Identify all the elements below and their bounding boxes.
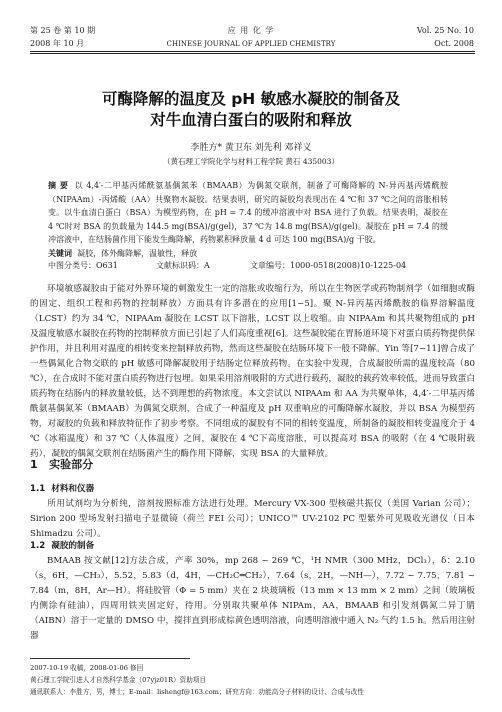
subsection-title: 凝胶的制备 <box>51 541 95 551</box>
article-number-label: 文章编号： <box>250 261 290 270</box>
materials-text: 所用试剂均为分析纯，溶剂按照标准方法进行处理。Mercury VX-300 型核磁共振仪（美国 Varian 公司）；Sirion 200 型场发射扫描电子显微镜（荷兰 FEI 公司）；UNICO™ UV-2102 PC 型紫外可见吸收光谱仪（日本 Shimadzu 公司）。 <box>30 499 475 539</box>
keywords-text: 凝胶，体外酶降解，温敏性，释放 <box>77 249 198 258</box>
intro-text: 环境敏感凝胶由于能对外界环境的刺激发生一定的溶胀或收缩行为，所以在生物医学或药物制剂学（如细胞或酶的固定、组织工程和药物的控制释放）方面具有许多潜在的应用[1~5]。聚 N-异丙基丙烯酰胺的临界溶解温度（LCST）约为 34 ℃，NIPAAm 凝胶在 LCST 以下溶胀，LCST 以上收缩。由 NIPAAm 和其共聚物组成的 pH 及温度敏感水凝胶在药物的控制释放方面已引起了人们高度重视[6]。这些凝胶能在胃肠道环境下对蛋白质药物提供保护作用，并且利用对温度的相转变来控制释放药物，然而这些凝胶在结肠环境下一般不降解。Yin 等[7~11]曾合成了一些偶氮化合物交联的 pH 敏感可降解凝胶用于结肠定位释放药物。在实验中发现，合成凝胶所需的温度较高（80 ℃），在合成时不能对蛋白质药物进行包埋。如果采用溶剂吸附的方式进行载药，凝胶的载药效率较低，进而导致蛋白质药物在结肠内的释放量较低，达不到理想的药物浓度。本文尝试以 NIPAAm 和 AA 为共聚单体，4,4′-二甲基丙烯酰氨基偶氮苯（BMAAB）为偶氮交联剂，合成了一种温度及 pH 双重响应的可酶降解水凝胶，并以 BSA 为模型药物，对凝胶的负载和释放特征作了初步考察。不同组成的凝胶有不同的相转变温度，所制备的凝胶相转变温度介于 4 ℃（冰箱温度）和 37 ℃（人体温度）之间，凝胶在 4 ℃下高度溶胀，可以提高对 BSA 的吸附（在 4 ℃吸附载药），凝胶的偶氮交联剂在结肠菌产生的酶作用下降解，实现 BSA 的大量释放。 <box>30 284 475 459</box>
header-left-volume: 第 25 卷 第 10 期 <box>30 26 96 35</box>
clc-code: O631 <box>96 261 118 270</box>
header-journal-english: CHINESE JOURNAL OF APPLIED CHEMISTRY <box>166 40 336 48</box>
footnote-correspondence: 通讯联系人：李胜方，男，博士；E-mail：lishengf@163.com；研究方向：功能高分子材料的设计、合成与改性 <box>30 688 364 696</box>
article-title-line1: 可酶降解的温度及 pH 敏感水凝胶的制备及 <box>101 90 401 108</box>
clc-label: 中图分类号： <box>48 261 96 270</box>
subsection-title: 材料和仪器 <box>51 484 95 494</box>
footnote-funding: 黄石理工学院引进人才自然科学基金（07yjz01R）资助项目 <box>30 676 207 684</box>
header-rule-bottom <box>30 53 475 54</box>
abstract-block <box>48 179 448 247</box>
header-right-date: Oct. 2008 <box>434 39 474 48</box>
subsection-number: 1.1 <box>30 484 46 494</box>
header-right-volume: Vol. 25 No. 10 <box>416 26 474 35</box>
doc-code: A <box>204 261 210 270</box>
section-title: 实验部分 <box>49 458 94 471</box>
keywords-line <box>48 247 448 261</box>
article-authors: 李胜方* 黄卫东 刘先利 邓祥义 <box>190 143 312 153</box>
abstract-text: 以 4,4′-二甲基丙烯酰氨基偶氮苯（BMAAB）为偶氮交联剂，制备了可酶降解的 N-异丙基丙烯酰胺（NIPAAm）-丙烯酸（AA）共聚物水凝胶。结果表明，研究的凝胶均表现出在 4 ℃和 37 ℃之间的溶胀相转变。以牛血清白蛋白（BSA）为模型药物，在 pH = 7.4 的缓冲溶液中对 BSA 进行了负载。结果表明，凝胶在 4 ℃时对 BSA 的负载量为 144.5 mg(BSA)/g(gel)，37 ℃为 14.8 mg(BSA)/g(gel)。凝胶在 pH = 7.4 的缓冲溶液中，在结肠菌作用下能发生酶降解，药物累积释放量 4 d 可达 100 mg(BSA)/g 干胶。 <box>48 181 448 245</box>
header-rule-top <box>30 51 475 52</box>
subsection-number: 1.2 <box>30 541 46 551</box>
doc-code-label: 文献标识码： <box>156 261 204 270</box>
section-heading <box>30 458 93 472</box>
header-journal-name: 应 用 化 学 <box>227 26 275 35</box>
classification-line <box>48 261 448 271</box>
preparation-text: BMAAB 按文献[12]方法合成，产率 30%，mp 268 ~ 269 ℃，¹H NMR（300 MHz，DCl₃），δ：2.10（s，6H，—CH₃），5.52，5.83（d，4H，—CH₂C═CH₂），7.64（s，2H，—NH—），7.72 ~ 7.75，7.81 ~ 7.84（m，8H，Ar—H）。将硅胶管（Φ = 5 mm）夹在 2 块玻璃板（13 mm × 13 mm × 2 mm）之间（玻璃板内侧涂有硅油），四周用铁夹固定好，待用。分别取共聚单体 NIPAm，AA，BMAAB 和引发剂偶氮二异丁腈（AIBN）溶于一定量的 DMSO 中，搅拌直到形成棕黄色透明溶液，向透明溶液中通入 N₂ 气约 1.5 h。然后用注射器 <box>30 556 475 641</box>
subsection-heading-materials <box>30 484 94 495</box>
preparation-paragraph <box>30 554 475 644</box>
header-left-date: 2008 年 10 月 <box>30 39 85 48</box>
footnote-received: 2007-10-19 收稿，2008-01-06 修回 <box>30 664 144 672</box>
footnote-rule <box>30 658 190 659</box>
abstract-label: 摘 要 <box>48 181 69 190</box>
subsection-heading-preparation <box>30 541 94 552</box>
intro-paragraph <box>30 282 475 462</box>
article-affiliation: （黄石理工学院化学与材料工程学院 黄石 435003） <box>163 157 339 166</box>
section-number: 1 <box>30 458 38 471</box>
article-number: 1000-0518(2008)10-1225-04 <box>290 261 407 270</box>
article-title-line2: 对牛血清白蛋白的吸附和释放 <box>150 111 352 129</box>
keywords-label: 关键词 <box>48 249 72 258</box>
materials-paragraph <box>30 497 475 542</box>
